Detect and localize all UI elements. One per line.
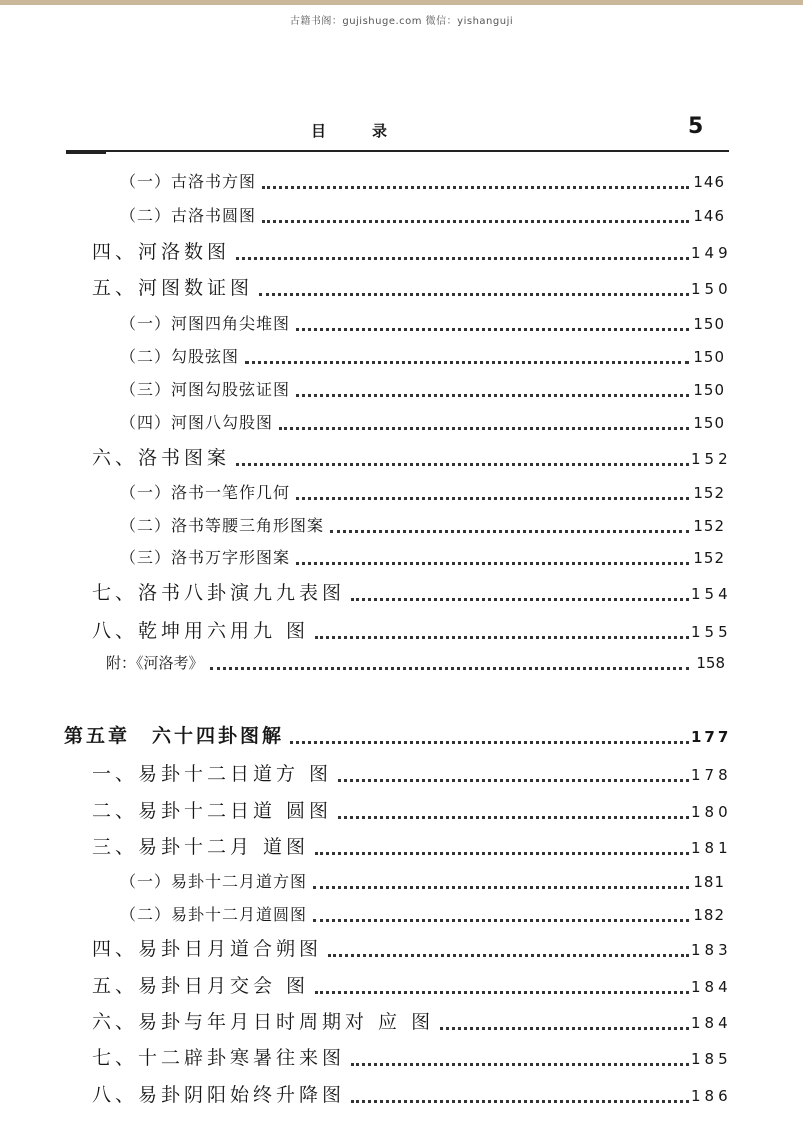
toc-entry-label: 三、易卦十二月 道图: [92, 836, 310, 858]
toc-entry-page: 181: [693, 873, 725, 891]
toc-entry-page: 146: [693, 173, 725, 191]
dot-leader: [313, 870, 689, 889]
toc-entry-page: 158: [696, 654, 725, 672]
toc-entry[interactable]: [120, 202, 725, 227]
toc-entry-page: 152: [693, 517, 725, 535]
dot-leader: [330, 514, 689, 533]
toc-entry-label: （二）洛书等腰三角形图案: [120, 516, 325, 535]
toc-entry[interactable]: [92, 795, 732, 823]
dot-leader: [440, 1008, 689, 1030]
toc-entry-page: 183: [691, 941, 732, 959]
toc-entry-label: （一）洛书一笔作几何: [120, 483, 291, 502]
dot-leader: [315, 617, 689, 639]
toc-entry[interactable]: [120, 512, 725, 537]
toc-entry[interactable]: [92, 442, 732, 470]
dot-leader: [210, 652, 689, 670]
toc-entry-label: 六、易卦与年月日时周期对 应 图: [92, 1011, 435, 1033]
toc-entry[interactable]: [92, 970, 732, 998]
toc-entry-page: 152: [691, 450, 732, 468]
dot-leader: [262, 170, 689, 189]
toc-entry[interactable]: [92, 933, 732, 961]
toc-entry[interactable]: [120, 343, 725, 368]
dot-leader: [279, 411, 689, 430]
toc-entry[interactable]: [120, 376, 725, 401]
toc-entry[interactable]: [92, 577, 732, 605]
header-divider: [66, 150, 729, 152]
toc-entry-label: 八、易卦阴阳始终升降图: [92, 1084, 346, 1106]
toc-entry-page: 178: [691, 766, 732, 784]
toc-entry-label: （一）古洛书方图: [120, 172, 257, 191]
toc-entry[interactable]: [120, 479, 725, 504]
top-border: [0, 0, 803, 5]
toc-entry-label: （一）河图四角尖堆图: [120, 314, 291, 333]
toc-entry-page: 185: [691, 1050, 732, 1068]
dot-leader: [338, 760, 689, 782]
dot-leader: [245, 345, 689, 364]
toc-entry[interactable]: [92, 831, 732, 859]
dot-leader: [236, 238, 689, 260]
toc-entry-label: （二）古洛书圆图: [120, 206, 257, 225]
watermark-text: 古籍书阁：gujishuge.com 微信：yishanguji: [289, 16, 514, 27]
dot-leader: [328, 935, 689, 957]
dot-leader: [290, 722, 689, 744]
toc-entry-page: 150: [693, 414, 725, 432]
toc-entry-label: 四、易卦日月道合朔图: [92, 938, 323, 960]
dot-leader: [313, 903, 689, 922]
toc-entry[interactable]: [92, 758, 732, 786]
dot-leader: [315, 972, 689, 994]
dot-leader: [236, 444, 689, 466]
toc-entry[interactable]: [120, 168, 725, 193]
toc-entry-page: 181: [691, 839, 732, 857]
toc-entry-page: 155: [691, 623, 732, 641]
toc-entry-label: 一、易卦十二日道方 图: [92, 763, 333, 785]
toc-entry[interactable]: [120, 409, 725, 434]
dot-leader: [351, 1044, 689, 1066]
toc-entry-label: 二、易卦十二日道 圆图: [92, 800, 333, 822]
toc-entry-page: 152: [693, 484, 725, 502]
toc-entry[interactable]: [92, 615, 732, 643]
toc-entry-page: 150: [693, 315, 725, 333]
toc-entry-label: （二）易卦十二月道圆图: [120, 905, 308, 924]
toc-entry-page: 180: [691, 803, 732, 821]
toc-entry[interactable]: [92, 272, 732, 300]
dot-leader: [296, 546, 689, 565]
dot-leader: [351, 1081, 689, 1103]
dot-leader: [338, 797, 689, 819]
toc-entry-page: 150: [693, 348, 725, 366]
toc-entry-page: 150: [691, 280, 732, 298]
toc-entry-label: 六、洛书图案: [92, 447, 231, 469]
toc-entry-label: 四、河洛数图: [92, 241, 231, 263]
toc-entry-label: （三）洛书万字形图案: [120, 548, 291, 567]
toc-entry[interactable]: [120, 310, 725, 335]
toc-entry-page: 150: [693, 381, 725, 399]
toc-entry-label: （二）勾股弦图: [120, 347, 240, 366]
toc-entry-label: 八、乾坤用六用九 图: [92, 620, 310, 642]
header-divider-accent: [66, 150, 106, 154]
toc-entry-page: 184: [691, 978, 732, 996]
toc-entry-page: 182: [693, 906, 725, 924]
toc-entry-page: 146: [693, 207, 725, 225]
toc-entry-page: 152: [693, 549, 725, 567]
page-title: 目录: [311, 122, 434, 140]
toc-entry-label: （三）河图勾股弦证图: [120, 380, 291, 399]
toc-entry-label: 七、洛书八卦演九九表图: [92, 582, 346, 604]
toc-entry-appendix[interactable]: [106, 650, 725, 674]
toc-chapter-heading[interactable]: [64, 720, 732, 748]
page-number: 5: [688, 114, 704, 139]
toc-entry-label: 第五章 六十四卦图解: [64, 725, 285, 747]
toc-entry-label: 附：《河洛考》: [106, 654, 204, 672]
toc-entry-page: 184: [691, 1014, 732, 1032]
toc-entry[interactable]: [120, 868, 725, 893]
dot-leader: [315, 833, 689, 855]
toc-entry[interactable]: [120, 544, 725, 569]
toc-entry-page: 149: [691, 244, 732, 262]
toc-entry-page: 154: [691, 585, 732, 603]
toc-entry-label: 五、河图数证图: [92, 277, 254, 299]
toc-entry-page: 186: [691, 1087, 732, 1105]
dot-leader: [262, 204, 689, 223]
dot-leader: [351, 579, 689, 601]
dot-leader: [296, 312, 689, 331]
dot-leader: [296, 481, 689, 500]
toc-entry[interactable]: [92, 1042, 732, 1070]
toc-entry[interactable]: [92, 236, 732, 264]
dot-leader: [296, 378, 689, 397]
toc-entry-label: 五、易卦日月交会 图: [92, 975, 310, 997]
dot-leader: [259, 274, 689, 296]
toc-entry[interactable]: [92, 1079, 732, 1107]
toc-entry[interactable]: [92, 1006, 732, 1034]
toc-entry-page: 177: [691, 728, 732, 746]
toc-entry[interactable]: [120, 901, 725, 926]
toc-entry-label: （一）易卦十二月道方图: [120, 872, 308, 891]
toc-entry-label: （四）河图八勾股图: [120, 413, 274, 432]
toc-entry-label: 七、十二辟卦寒暑往来图: [92, 1047, 346, 1069]
